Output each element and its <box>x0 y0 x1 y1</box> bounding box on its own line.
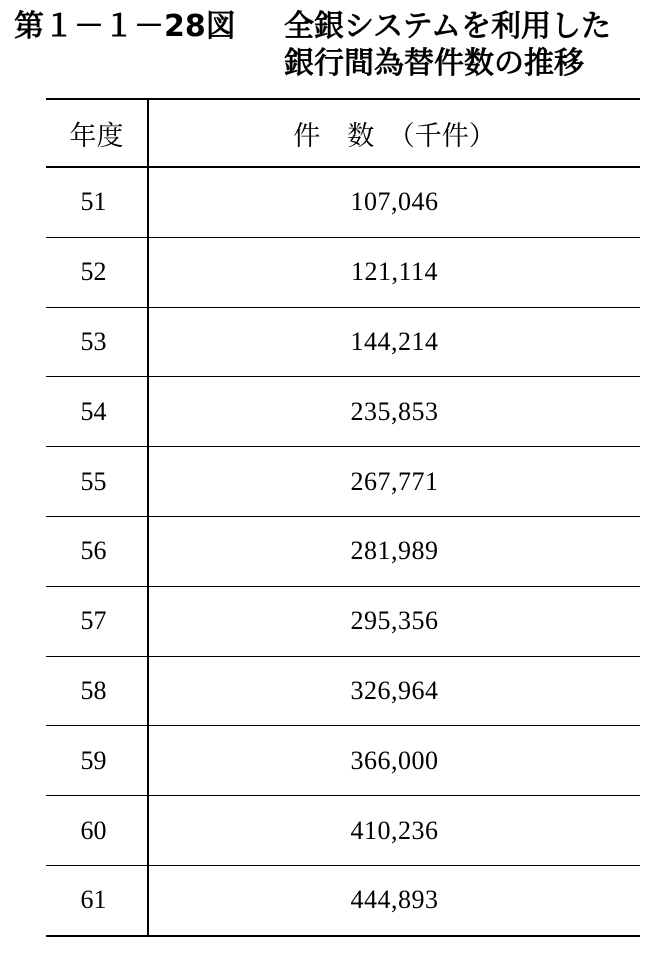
table-row <box>46 726 640 796</box>
table-row <box>46 167 640 237</box>
title-row-2 <box>14 45 659 82</box>
table-row <box>46 656 640 726</box>
table-row <box>46 516 640 586</box>
value-text: 366,000 <box>350 745 439 775</box>
year-cell: 59 <box>46 726 148 796</box>
column-header-year: 年度 <box>46 99 148 167</box>
value-text: 444,893 <box>350 885 439 915</box>
value-cell <box>148 447 640 517</box>
value-text: 121,114 <box>350 257 439 287</box>
figure-label: 第１－１－28図 <box>14 9 236 44</box>
value-cell <box>148 377 640 447</box>
value-text: 295,356 <box>350 606 439 636</box>
data-table-container <box>46 98 640 937</box>
table-row <box>46 377 640 447</box>
table-row <box>46 307 640 377</box>
year-cell: 58 <box>46 656 148 726</box>
value-cell <box>148 307 640 377</box>
value-cell <box>148 237 640 307</box>
value-cell <box>148 796 640 866</box>
column-header-count: 件 数 （千件） <box>148 99 640 167</box>
year-cell: 57 <box>46 586 148 656</box>
year-cell: 52 <box>46 237 148 307</box>
table-row <box>46 865 640 935</box>
value-cell <box>148 167 640 237</box>
table-row <box>46 237 640 307</box>
value-cell <box>148 656 640 726</box>
transfer-count-table <box>46 98 640 937</box>
value-cell <box>148 865 640 935</box>
year-cell: 55 <box>46 447 148 517</box>
value-text: 326,964 <box>350 675 439 705</box>
value-text: 235,853 <box>350 396 439 426</box>
value-text: 144,214 <box>350 326 439 356</box>
value-text: 107,046 <box>350 187 439 217</box>
year-cell: 56 <box>46 516 148 586</box>
title-line-1: 全銀システムを利用した <box>284 9 611 44</box>
title-line-2: 銀行間為替件数の推移 <box>284 46 584 81</box>
table-row <box>46 447 640 517</box>
figure-title <box>14 8 659 82</box>
value-text: 281,989 <box>350 536 439 566</box>
title-row-1 <box>14 8 659 45</box>
value-text: 410,236 <box>350 815 439 845</box>
year-cell: 54 <box>46 377 148 447</box>
year-cell: 60 <box>46 796 148 866</box>
table-header-row <box>46 99 640 167</box>
table-row <box>46 586 640 656</box>
value-cell <box>148 516 640 586</box>
value-text: 267,771 <box>350 466 439 496</box>
value-cell <box>148 586 640 656</box>
year-cell: 53 <box>46 307 148 377</box>
year-cell: 61 <box>46 865 148 935</box>
value-cell <box>148 726 640 796</box>
year-cell: 51 <box>46 167 148 237</box>
table-row <box>46 796 640 866</box>
